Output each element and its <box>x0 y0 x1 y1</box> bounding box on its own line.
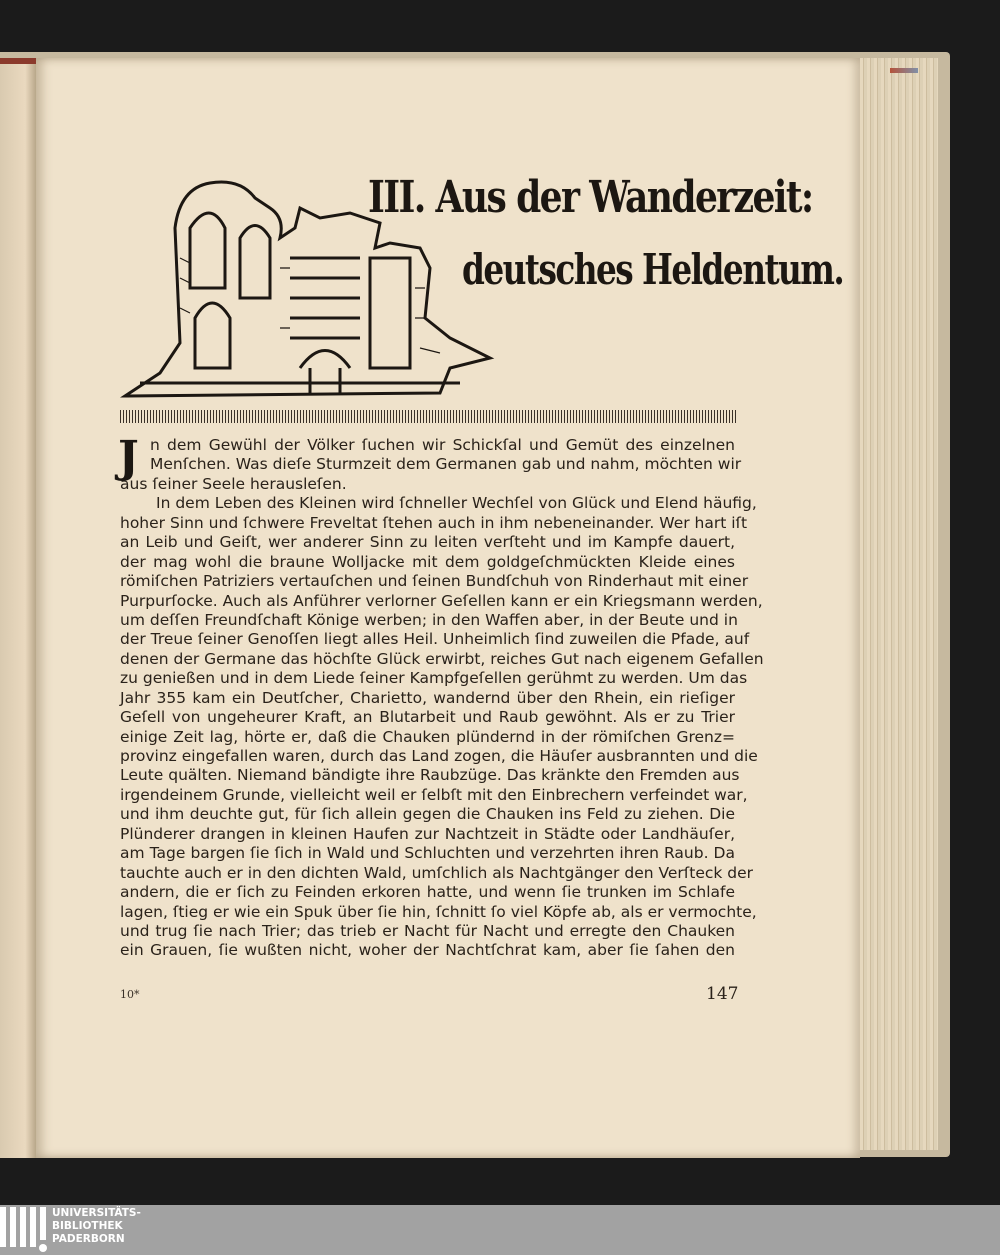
text-line: In dem Leben des Kleinen wird ſchneller Wechſel von Glück und Elend häufig, <box>156 494 757 513</box>
text-line: Geſell von ungeheurer Kraft, an Blutarbeit und Raub gewöhnt. Als er zu Trier <box>120 708 735 727</box>
text-line: und trug ſie nach Trier; das trieb er Nacht für Nacht und erregte den Chauken <box>120 921 735 940</box>
text-line: lagen, ſtieg er wie ein Spuk über ſie hin, ſchnitt ſo viel Köpfe ab, als er vermochte, <box>120 902 757 921</box>
text-line: einige Zeit lag, hörte er, daß die Chauken plündernd in der römiſchen Grenz= <box>120 727 735 746</box>
left-page-edge <box>0 58 36 1158</box>
text-line: hoher Sinn und ſchwere Freveltat ſtehen auch in ihm nebeneinander. Wer hart iſt <box>120 513 748 532</box>
text-line: Jahr 355 kam ein Deutſcher, Charietto, wandernd über den Rhein, ein rieſiger <box>120 688 735 707</box>
logo-line: UNIVERSITÄTS- <box>52 1207 141 1219</box>
drop-cap: J <box>118 432 139 483</box>
text-line: denen der Germane das höchſte Glück erwirbt, reiches Gut nach eigenem Gefallen <box>120 649 764 668</box>
library-footer-bar <box>0 1205 1000 1255</box>
text-line: Plünderer drangen in kleinen Haufen zur Nachtzeit in Städte oder Landhäuſer, <box>120 824 735 843</box>
page-edges <box>860 58 938 1150</box>
text-line: ein Grauen, ſie wußten nicht, woher der Nachtſchrat kam, aber ſie ſahen den <box>120 941 735 960</box>
text-line: provinz eingefallen waren, durch das Land zogen, die Häuſer ausbrannten und die <box>120 747 758 765</box>
page-number: 147 <box>706 984 739 1004</box>
text-line: und ihm deuchte gut, für ſich allein gegen die Chauken ins Feld zu ziehen. Die <box>120 805 735 824</box>
logo-line: BIBLIOTHEK <box>52 1220 123 1232</box>
text-line: Menſchen. Was dieſe Sturmzeit dem Germanen gab und nahm, möchten wir <box>150 455 742 474</box>
library-logo-text <box>52 1207 141 1246</box>
chapter-title-line1: III. Aus der Wanderzeit: <box>368 172 813 223</box>
library-logo-icon <box>0 1207 45 1253</box>
text-line: um deſſen Freundſchaft Könige werben; in den Waffen aber, in der Beute und in <box>120 610 738 629</box>
text-line: aus ſeiner Seele herausleſen. <box>120 474 347 493</box>
text-line: an Leib und Geiſt, wer anderer Sinn zu leiten verſteht und im Kampfe dauert, <box>120 533 735 552</box>
logo-line: PADERBORN <box>52 1233 125 1245</box>
text-line: der mag wohl die braune Wolljacke mit dem goldgeſchmückten Kleide eines <box>120 552 735 571</box>
text-line: n dem Gewühl der Völker ſuchen wir Schickſal und Gemüt des einzelnen <box>150 436 735 454</box>
decorative-rule <box>120 410 736 423</box>
text-line: Purpurſocke. Auch als Anführer verlorner Geſellen kann er ein Kriegsmann werden, <box>120 591 763 610</box>
body-text <box>118 432 764 961</box>
text-line: Leute quälten. Niemand bändigte ihre Raubzüge. Das kränkte den Fremden aus <box>120 766 740 785</box>
text-line: am Tage bargen ſie ſich in Wald und Schluchten und verzehrten ihren Raub. Da <box>120 844 735 863</box>
signature-mark: 10* <box>120 988 140 1001</box>
text-line: tauchte auch er in den dichten Wald, umſchlich als Nachtgänger den Verſteck der <box>120 863 754 882</box>
text-line: irgendeinem Grunde, vielleicht weil er ſelbſt mit den Einbrechern verfeindet war, <box>120 785 748 804</box>
chapter-title-line2: deutsches Heldentum. <box>462 245 844 294</box>
text-line: andern, die er ſich zu Feinden erkoren hatte, und wenn ſie trunken im Schlafe <box>120 883 735 902</box>
text-line: römiſchen Patriziers vertauſchen und ſeinen Bundſchuh von Rinderhaut mit einer <box>120 572 749 591</box>
text-line: der Treue ſeiner Genoſſen liegt alles Heil. Unheimlich ſind zuweilen die Pfade, auf <box>120 630 750 649</box>
text-line: zu genießen und in dem Liede ſeiner Kampfgeſellen gerühmt zu werden. Um das <box>120 669 748 688</box>
